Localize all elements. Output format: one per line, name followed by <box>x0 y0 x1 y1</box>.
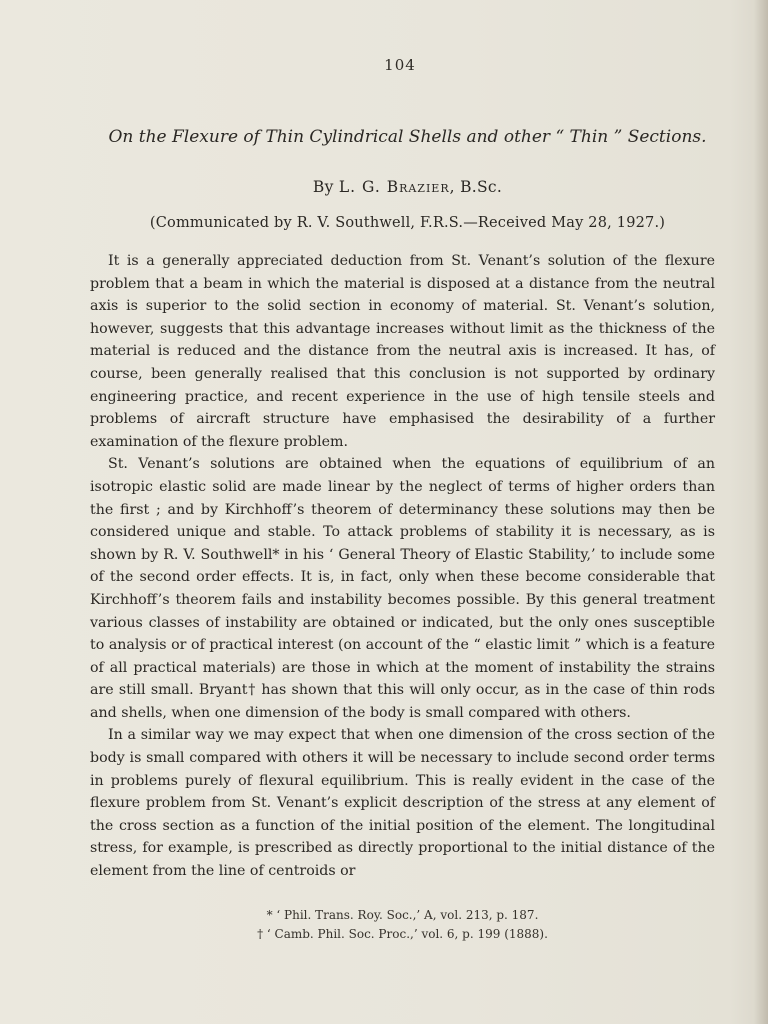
footnotes <box>90 906 715 944</box>
footnote-2: † ‘ Camb. Phil. Soc. Proc.,’ vol. 6, p. 199 (1888). <box>257 927 548 941</box>
author-name: L. G. Brazier <box>338 178 450 196</box>
page-number: 104 <box>384 56 416 74</box>
author-byline <box>90 178 725 196</box>
paragraph-2: St. Venant’s solutions are obtained when the equations of equilibrium of an isotropic elastic solid are made linear by the neglect of terms of higher orders than the first ; and by Kirchhoff’s theorem of determinancy these solutions may then be considered unique and stable. To attack problems of stability it is necessary, as is shown by R. V. Southwell* in his ‘ General Theory of Elastic Stability,’ to include some of the second order effects. It is, in fact, only when these become considerable that Kirchhoff’s theorem fails and instability becomes possible. By this general treatment various classes of instability are obtained or indicated, but the only ones susceptible to analysis or of practical interest (on account of the “ elastic limit ” which is a feature of all practical materials) are those in which at the moment of instability the strains are still small. Bryant† has shown that this will only occur, as in the case of thin rods and shells, when one dimension of the body is small compared with others. <box>90 456 715 721</box>
byline-prefix: By <box>312 178 334 196</box>
paragraph-1: It is a generally appreciated deduction from St. Venant’s solution of the flexure problem that a beam in which the material is disposed at a distance from the neutral axis is superior to the solid section in economy of material. St. Venant’s solution, however, suggests that this advantage increases without limit as the thickness of the material is reduced and the distance from the neutral axis is increased. It has, of course, been generally realised that this conclusion is not supported by ordinary engineering practice, and recent experience in the use of high tensile steels and problems of aircraft structure have emphasised the desirability of a further examination of the flexure problem. <box>90 253 715 450</box>
footnote-1: * ‘ Phil. Trans. Roy. Soc.,’ A, vol. 213, p. 187. <box>266 908 539 922</box>
page-edge-shadow <box>754 0 768 1024</box>
communication-note: (Communicated by R. V. Southwell, F.R.S.—Received May 28, 1927.) <box>149 215 666 231</box>
article-title: On the Flexure of Thin Cylindrical Shells and other “ Thin ” Sections. <box>108 127 707 147</box>
article-body <box>90 250 715 883</box>
author-degree: , B.Sc. <box>449 178 503 196</box>
paragraph-3: In a similar way we may expect that when one dimension of the cross section of the body is small compared with others it will be necessary to include second order terms in problems purely of flexural equilibrium. This is really evident in the case of the flexure problem from St. Venant’s explicit description of the stress at any element of the cross section as a function of the initial position of the element. The longitudinal stress, for example, is prescribed as directly proportional to the initial distance of the element from the line of centroids or <box>90 727 715 880</box>
